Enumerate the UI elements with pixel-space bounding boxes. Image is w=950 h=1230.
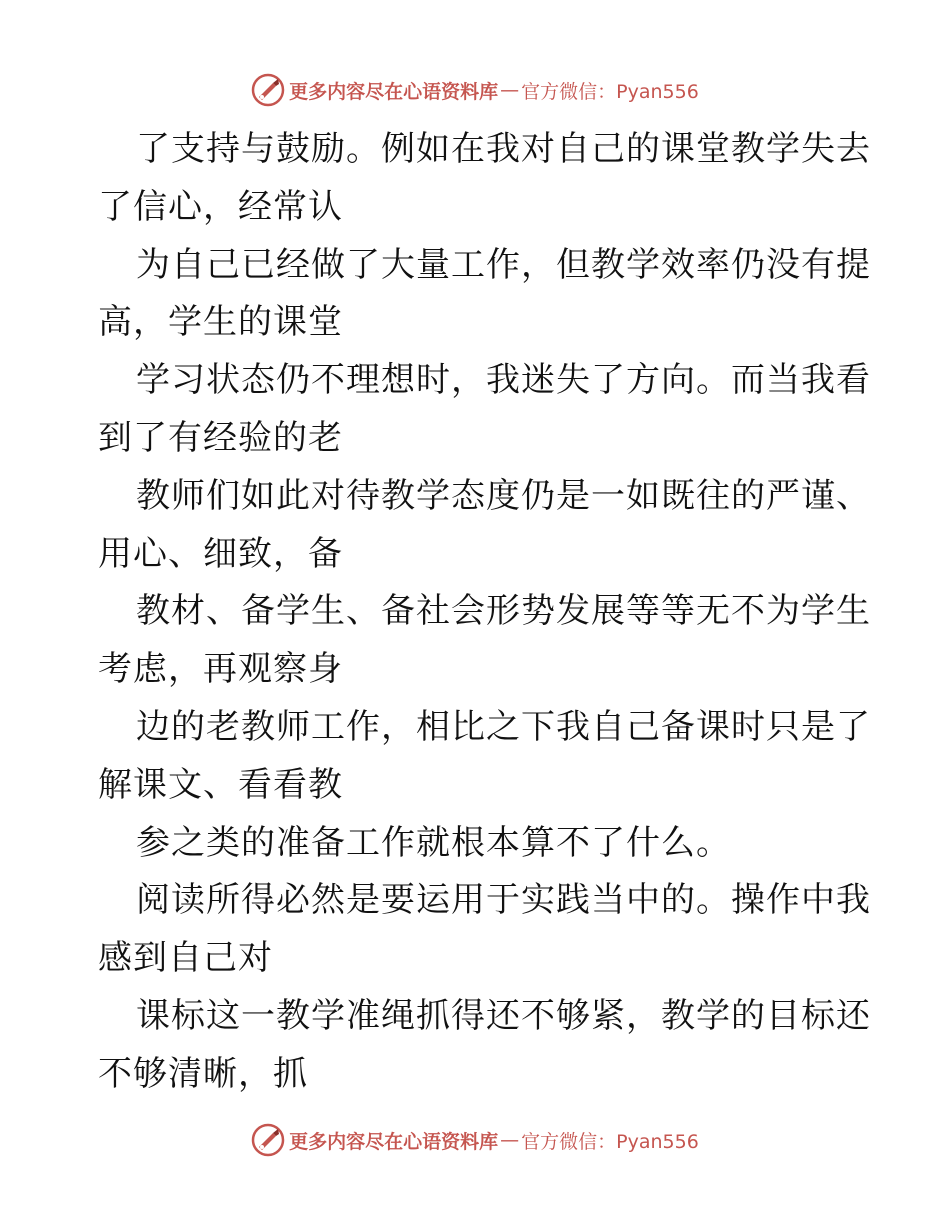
text-line: 课标这一教学准绳抓得还不够紧，教学的目标还 [136,995,871,1036]
text-line: 感到自己对 [98,938,273,979]
footer-site-text: 更多内容尽在心语资料库 [289,1130,499,1153]
text-line: 了信心，经常认 [98,186,343,227]
text-line: 阅读所得必然是要运用于实践当中的。操作中我 [136,880,871,921]
text-line: 参之类的准备工作就根本算不了什么。 [136,822,731,863]
text-line: 了支持与鼓励。例如在我对自己的课堂教学失去 [136,129,871,169]
text-line: 边的老教师工作，相比之下我自己备课时只是了 [136,706,871,747]
footer-contact-text: 官方微信：Pyan556 [521,1130,699,1153]
footer-banner [0,1120,950,1160]
text-line: 到了有经验的老 [98,417,343,458]
text-line: 为自己已经做了大量工作，但教学效率仍没有提 [136,244,871,285]
text-line: 解课文、看看教 [98,764,343,805]
document-body [98,121,871,1104]
text-line: 教材、备学生、备社会形势发展等等无不为学生 [136,591,871,632]
footer-separator: — [500,1129,520,1151]
quill-logo-icon [251,73,285,107]
text-line: 学习状态仍不理想时，我迷失了方向。而当我看 [136,360,871,401]
text-line: 不够清晰，抓 [98,1053,308,1094]
quill-logo-icon [251,1123,285,1157]
text-line: 考虑，再观察身 [98,649,343,690]
text-line: 教师们如此对待教学态度仍是一如既往的严谨、 [136,475,871,516]
header-contact-text: 官方微信：Pyan556 [521,80,699,103]
header-banner [0,70,950,110]
text-line: 高，学生的课堂 [98,302,343,343]
text-line: 用心、细致，备 [98,533,343,574]
header-separator: — [500,79,520,101]
header-site-text: 更多内容尽在心语资料库 [289,80,499,103]
